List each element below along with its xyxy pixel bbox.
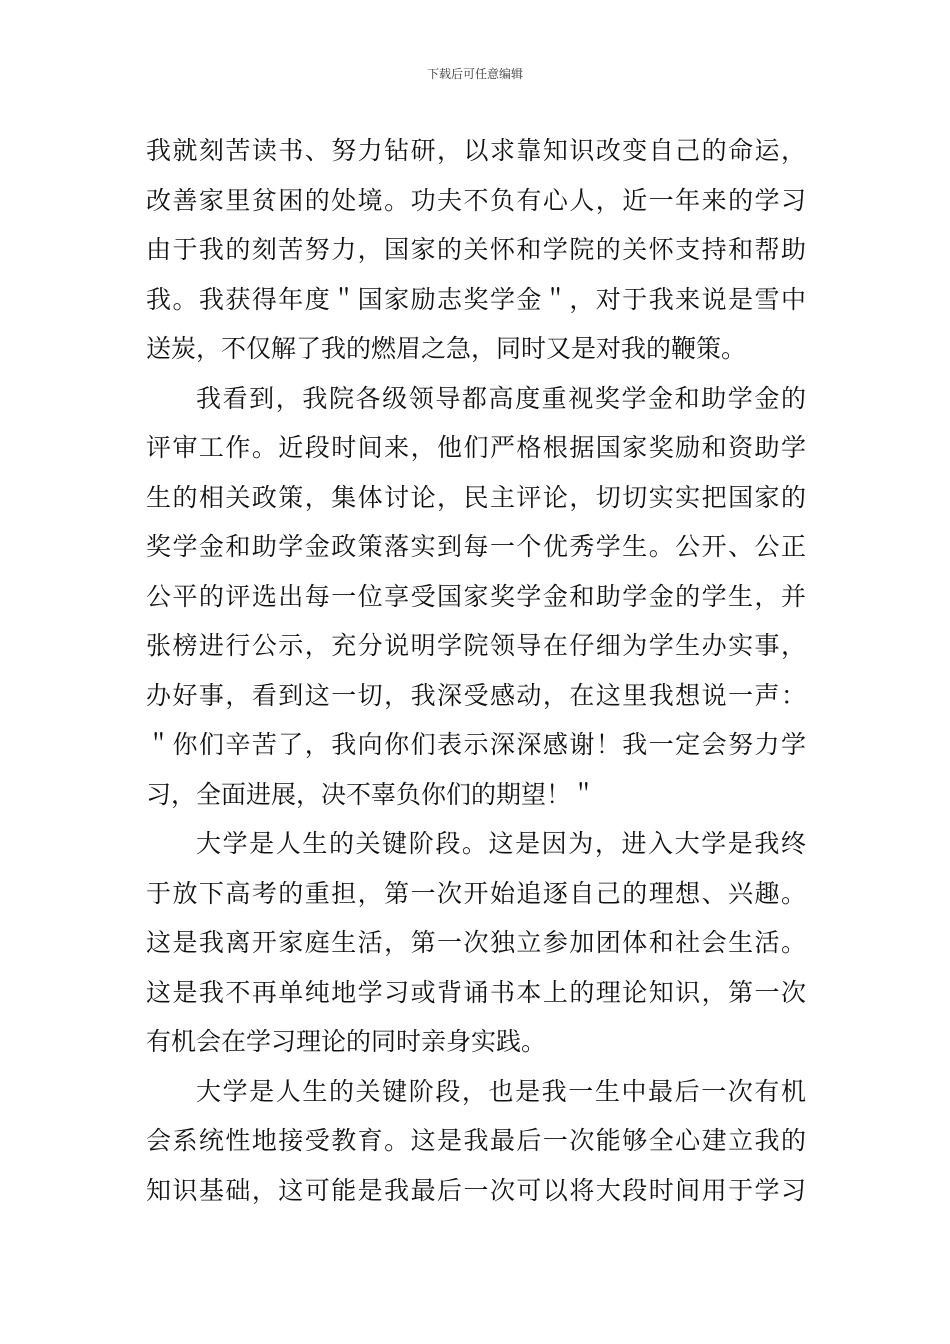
text-line: 这是我离开家庭生活，第一次独立参加团体和社会生活。: [146, 928, 806, 957]
text-line: ＂你们辛苦了，我向你们表示深深感谢！我一定会努力学: [146, 730, 806, 759]
text-line: 我看到，我院各级领导都高度重视奖学金和助学金的: [196, 383, 806, 413]
text-line: 生的相关政策，集体讨论，民主评论，切切实实把国家的: [146, 482, 806, 512]
text-line: 大学是人生的关键阶段，也是我一生中最后一次有机: [196, 1076, 806, 1106]
text-line: 由于我的刻苦努力，国家的关怀和学院的关怀支持和帮助: [146, 235, 806, 264]
text-line: 大学是人生的关键阶段。这是因为，进入大学是我终: [196, 829, 806, 858]
text-line: 办好事，看到这一切，我深受感动，在这里我想说一声：: [146, 680, 806, 710]
document-body: [146, 126, 806, 1215]
text-line: 习，全面进展，决不辜负你们的期望！＂: [146, 779, 597, 809]
text-line: 知识基础，这可能是我最后一次可以将大段时间用于学习: [146, 1175, 806, 1205]
text-line: 有机会在学习理论的同时亲身实践。: [146, 1027, 547, 1056]
text-line: 公平的评选出每一位享受国家奖学金和助学金的学生，并: [146, 581, 806, 611]
page-header: 下载后可任意编辑: [426, 67, 523, 81]
text-line: 张榜进行公示，充分说明学院领导在仔细为学生办实事，: [146, 631, 806, 660]
text-line: 奖学金和助学金政策落实到每一个优秀学生。公开、公正: [146, 532, 806, 561]
text-line: 会系统性地接受教育。这是我最后一次能够全心建立我的: [146, 1126, 806, 1155]
text-line: 我。我获得年度＂国家励志奖学金＂，对于我来说是雪中: [146, 284, 806, 314]
text-line: 这是我不再单纯地学习或背诵书本上的理论知识，第一次: [146, 977, 806, 1007]
text-line: 送炭，不仅解了我的燃眉之急，同时又是对我的鞭策。: [146, 334, 747, 363]
text-line: 于放下高考的重担，第一次开始追逐自己的理想、兴趣。: [146, 878, 806, 908]
text-line: 我就刻苦读书、努力钻研，以求靠知识改变自己的命运，: [146, 136, 806, 165]
text-line: 评审工作。近段时间来，他们严格根据国家奖励和资助学: [146, 433, 806, 462]
text-line: 改善家里贫困的处境。功夫不负有心人，近一年来的学习: [146, 185, 806, 215]
